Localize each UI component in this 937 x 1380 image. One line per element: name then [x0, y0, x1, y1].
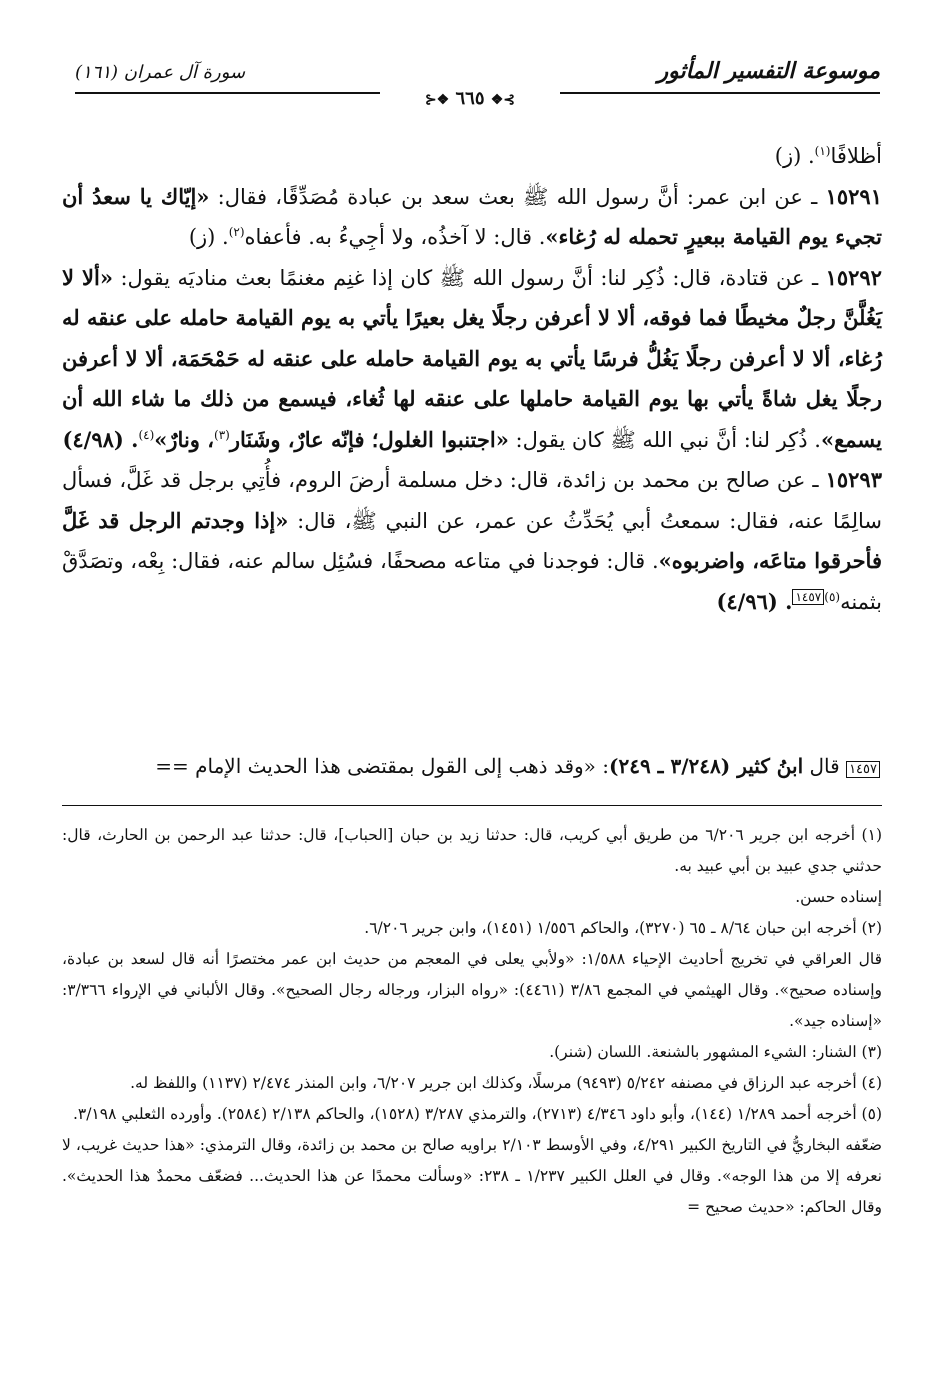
page-number-text: ٦٦٥	[455, 88, 485, 109]
hadith-quote: «اجتنبوا الغلول؛ فإنّه عارٌ، وشَنَار	[229, 426, 509, 452]
footnote-2: (٢) أخرجه ابن حبان ٨/٦٤ ـ ٦٥ (٣٢٧٠)، والحاكم ١/٥٥٦ (١٤٥١)، وابن جرير ٦/٢٠٦.	[364, 919, 882, 937]
footnote-ref[interactable]: (١)	[814, 144, 831, 158]
footnotes	[62, 820, 882, 1223]
commentary-number-box: ١٤٥٧	[846, 761, 880, 778]
footnote-2-grading: قال العراقي في تخريج أحاديث الإحياء ١/٥٨٨: «ولأبي يعلى في المعجم من حديث ابن عمر مختصرًا أنه قال لسعد بن عبادة، وإسناده صحيح». وقال الهيثمي في المجمع ٣/٨٦ (٤٤٦١): «رواه البزار، ورجاله رجال الصحيح». وقال الألباني في الإرواء ٣/٣٦٦: «إسناده جيد».	[62, 950, 882, 1030]
intro-line: أظلافًا$^{(١)}$. (ز)	[774, 144, 882, 168]
hadith-quote: «إيّاك يا سعدُ أن تجيء يوم القيامة ببعيرٍ تحمله له رُغاء»	[62, 183, 882, 249]
hadith-quote: «ألا لا يَغُلَّنَّ رجلٌ مخيطًا فما فوقه، ألا لا أعرفن رجلًا يغل بعيرًا يأتي به يوم القيامة حامله على عنقه له رُغاء، ألا لا أعرفن رجلًا يَغُلُّ فرسًا يأتي به يوم القيامة حامله على عنقه له حَمْحَمَة، ألا لا أعرفن رجلًا يغل شاةً يأتي بها يوم القيامة حاملها على عنقه لها ثُغاء، فيسمع من ذلك ما شاء الله أن يسمع»	[62, 264, 882, 452]
cross-reference: . (٤/٩٦)	[716, 588, 793, 614]
cross-reference: . (٤/٩٨)	[62, 426, 139, 452]
hadith-quote: «إذا وجدتم الرجل قد غَلَّ فأحرقوا متاعَه، واضربوه»	[62, 507, 882, 573]
footnote-5-grading: ضعّفه البخاريُّ في التاريخ الكبير ٤/٢٩١، وفي الأوسط ٢/١٠٣ براويه صالح بن محمد بن زائدة، وقال الترمذي: «هذا حديث غريب، لا نعرفه إلا من هذا الوجه». وقال في العلل الكبير ١/٢٣٧ ـ ٢٣٨: «وسألت محمدًا عن هذا الحديث... فضعّف محمدٌ هذا الحديث». وقال الحاكم: «حديث صحيح =	[62, 1136, 882, 1216]
hadith-15293: ١٥٢٩٣ ـ عن صالح بن محمد بن زائدة، قال: دخل مسلمة أرضَ الروم، فأُتِي برجل قد غَلَّ، فسأل سالِمًا عنه، فقال: سمعتُ أبي يُحَدِّثُ عن عمر، عن النبي ﷺ، قال: «إذا وجدتم الرجل قد غَلَّ فأحرقوا متاعَه، واضربوه». قال: فوجدنا في متاعه مصحفًا، فسُئِل سالم عنه، فقال: بِعْه، وتصَدَّقْ بثمنه$^{(٥)١٤٥٧}$. (٤/٩٦)	[62, 467, 882, 614]
hadith-15291: ١٥٢٩١ ـ عن ابن عمر: أنَّ رسول الله ﷺ بعث سعد بن عبادة مُصَدِّقًا، فقال: «إيّاك يا سعدُ أن تجيء يوم القيامة ببعيرٍ تحمله له رُغاء». قال: لا آخذُه، ولا أجِيءُ به. فأعفاه$^{(٢)}$. (ز)	[62, 183, 882, 249]
surah-label: سورة آل عمران (١٦١)	[75, 62, 246, 83]
footnote-ref[interactable]: (٤)	[138, 427, 155, 442]
footnote-ref[interactable]: (٢)	[228, 225, 245, 239]
hadith-number: ١٥٢٩٢	[825, 264, 882, 290]
main-text	[62, 136, 882, 622]
footnote-ref[interactable]: (٥)	[824, 589, 841, 604]
footnote-ref[interactable]: (٣)	[214, 427, 230, 442]
hadith-15292: ١٥٢٩٢ ـ عن قتادة، قال: ذُكِر لنا: أنَّ رسول الله ﷺ كان إذا غنِم مغنمًا بعث مناديَه يقول: «ألا لا يَغُلَّنَّ رجلٌ مخيطًا فما فوقه، ألا لا أعرفن رجلًا يغل بعيرًا يأتي به يوم القيامة حامله على عنقه له رُغاء، ألا لا أعرفن رجلًا يَغُلُّ فرسًا يأتي به يوم القيامة حامله على عنقه له حَمْحَمَة، ألا لا أعرفن رجلًا يغل شاةً يأتي بها يوم القيامة حاملها على عنقه لها ثُغاء، فيسمع من ذلك ما شاء الله أن يسمع». ذُكِر لنا: أنَّ نبي الله ﷺ كان يقول: «اجتنبوا الغلول؛ فإنّه عارٌ، وشَنَار$^{(٣)}$، ونارٌ»$^{(٤)}$. (٤/٩٨)	[62, 264, 882, 452]
footnote-4: (٤) أخرجه عبد الرزاق في مصنفه ٥/٢٤٢ (٩٤٩٣) مرسلًا، وكذلك ابن جرير ٦/٢٠٧، وابن المنذر ٢/٤٧٤ (١١٣٧) واللفظ له.	[130, 1074, 882, 1092]
footnote-5: (٥) أخرجه أحمد ١/٢٨٩ (١٤٤)، وأبو داود ٤/٣٤٦ (٢٧١٣)، والترمذي ٣/٢٨٧ (١٥٢٨)، والحاكم ٢/١٣٨ (٢٥٨٤). وأورده الثعلبي ٣/١٩٨.	[72, 1105, 882, 1123]
hadith-number: ١٥٢٩٣	[825, 467, 882, 492]
commentary-ref-box[interactable]: ١٤٥٧	[792, 589, 824, 605]
commentary-note: ١٤٥٧ قال ابنُ كثير (٣/٢٤٨ ـ ٢٤٩): «وقد ذهب إلى القول بمقتضى هذا الحديث الإمام ==	[18, 750, 880, 786]
footnote-3: (٣) الشنار: الشيء المشهور بالشنعة. اللسان (شنر).	[549, 1043, 882, 1061]
hadith-number: ١٥٢٩١	[825, 183, 882, 209]
footnote-1-grading: إسناده حسن.	[795, 888, 882, 906]
footnote-1: (١) أخرجه ابن جرير ٦/٢٠٦ من طريق أبي كريب، قال: حدثنا زيد بن حبان [الحباب]، قال: حدثنا عبد الرحمن بن الحارث، قال: حدثني جدي عبيد بن أبي عبيد به.	[62, 826, 882, 875]
ornament-right: ⊱❖	[490, 92, 516, 108]
page-number	[380, 86, 560, 112]
ornament-left: ❖⊰	[424, 92, 450, 108]
commentary-source: ابنُ كثير (٣/٢٤٨ ـ ٢٤٩)	[609, 754, 804, 778]
footnote-divider	[62, 805, 882, 806]
book-title: موسوعة التفسير المأثور	[657, 58, 880, 84]
